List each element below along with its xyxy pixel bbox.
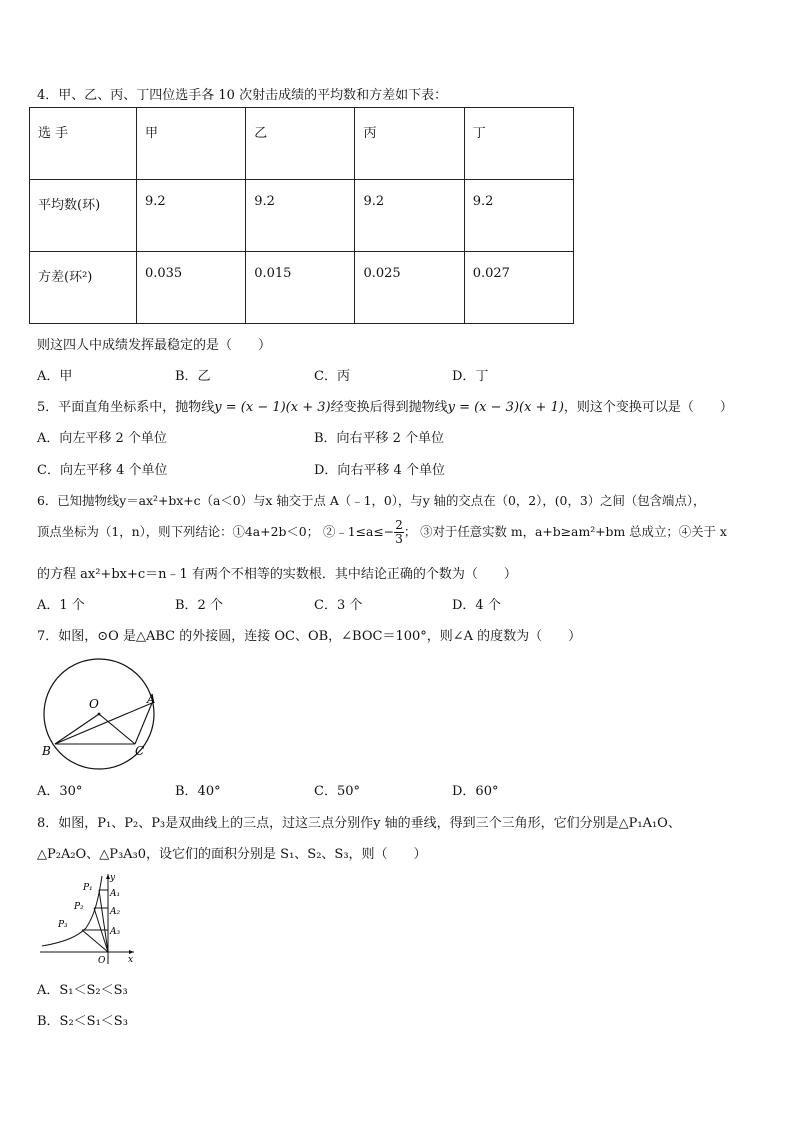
label-p2: P₂ (74, 902, 84, 912)
q5-stem-b: 经变换后得到抛物线 (330, 400, 448, 415)
q6-option-d[interactable]: D．4 个 (452, 598, 501, 613)
q5-option-a[interactable]: A．向左平移 2 个单位 (37, 431, 167, 446)
table-cell: 9.2 (136, 180, 245, 252)
q5-stem-a: 5．平面直角坐标系中，抛物线 (37, 400, 215, 415)
q8-line1: 8．如图，P₁、P₂、P₃是双曲线上的三点，过这三点分别作y 轴的垂线，得到三个三角形，它们分别是△P₁A₁O、 (37, 816, 681, 831)
table-cell: 9.2 (246, 180, 355, 252)
table-cell: 0.025 (355, 252, 464, 324)
q7-option-d[interactable]: D．60° (452, 784, 499, 799)
q7-option-a[interactable]: A．30° (37, 784, 83, 799)
q8-option-b[interactable]: B．S₂＜S₁＜S₃ (37, 1014, 128, 1029)
q7-option-c[interactable]: C．50° (314, 784, 360, 799)
q4-option-d[interactable]: D．丁 (452, 369, 489, 384)
q4-option-b[interactable]: B．乙 (175, 369, 211, 384)
table-cell: 0.015 (246, 252, 355, 324)
q7-circle-figure (36, 658, 166, 770)
table-header-row (30, 108, 574, 180)
q8-line2: △P₂A₂O、△P₃A₃0，设它们的面积分别是 S₁、S₂、S₃，则（ ） (37, 847, 427, 862)
q5-eq1: y = (x − 1)(x + 3) (214, 400, 331, 415)
label-origin: O (98, 956, 106, 966)
q5-option-b[interactable]: B．向右平移 2 个单位 (314, 431, 445, 446)
q6-line3: 的方程 ax²+bx+c＝n﹣1 有两个不相等的实数根．其中结论正确的个数为（ ） (37, 567, 517, 582)
q6-line1: 6．已知抛物线y＝ax²+bx+c（a＜0）与x 轴交于点 A（﹣1，0），与y 轴的交点在（0，2），(0，3）之间（包含端点）， (37, 493, 706, 508)
q6-line2-a: 顶点坐标为（1，n），则下列结论：①4a+2b＜0； ②﹣1≤a≤− (37, 524, 395, 539)
table-header-cell: 丙 (355, 108, 464, 180)
q7-stem: 7．如图，⊙O 是△ABC 的外接圆，连接 OC、OB，∠BOC＝100°，则∠A 的度数为（ ） (37, 629, 582, 644)
q4-question: 则这四人中成绩发挥最稳定的是（ ） (37, 338, 272, 353)
q4-option-a[interactable]: A．甲 (37, 369, 73, 384)
q6-option-a[interactable]: A．1 个 (37, 598, 85, 613)
label-o: O (89, 697, 99, 711)
score-table (29, 107, 574, 324)
x-axis-arrow (129, 950, 134, 954)
table-cell: 0.035 (136, 252, 245, 324)
label-a2: A₂ (110, 907, 121, 917)
q6-line2-b: ； ③对于任意实数 m，a+b≥am²+bm 总成立；④关于 x (403, 524, 727, 539)
q6-fraction-num: 2 (395, 518, 403, 532)
table-cell: 平均数(环) (30, 180, 137, 252)
label-a3: A₃ (110, 927, 121, 937)
segment-ob (55, 714, 99, 744)
table-cell: 9.2 (355, 180, 464, 252)
q8-hyperbola-figure (36, 870, 140, 966)
q5-option-c[interactable]: C．向左平移 4 个单位 (37, 463, 168, 478)
q5-stem (37, 396, 733, 415)
table-header-cell: 选 手 (30, 108, 137, 180)
q4-stem: 4．甲、乙、丙、丁四位选手各 10 次射击成绩的平均数和方差如下表： (37, 88, 448, 103)
table-header-cell: 丁 (464, 108, 573, 180)
table-cell: 方差(环²) (30, 252, 137, 324)
label-y: y (110, 873, 116, 883)
center-point (98, 713, 101, 716)
q6-fraction (394, 519, 404, 546)
label-c: C (135, 744, 145, 758)
q6-option-c[interactable]: C．3 个 (314, 598, 363, 613)
label-a: A (147, 692, 156, 706)
q5-eq2: y = (x − 3)(x + 1) (447, 400, 564, 415)
table-header-cell: 乙 (246, 108, 355, 180)
label-p3: P₃ (58, 920, 68, 930)
table-row (30, 252, 574, 324)
label-a1: A₁ (110, 889, 121, 899)
q6-option-b[interactable]: B．2 个 (175, 598, 223, 613)
q7-option-b[interactable]: B．40° (175, 784, 221, 799)
q5-option-d[interactable]: D．向右平移 4 个单位 (314, 463, 445, 478)
table-row (30, 180, 574, 252)
table-cell: 0.027 (464, 252, 573, 324)
q6-fraction-den: 3 (395, 532, 403, 546)
hyperbola-curve (42, 876, 102, 946)
q6-line2 (37, 517, 727, 547)
table-cell: 9.2 (464, 180, 573, 252)
seg-p1o (99, 890, 108, 952)
label-b: B (42, 744, 51, 758)
label-p1: P₁ (83, 883, 93, 893)
segment-oc (99, 714, 135, 744)
table-header-cell: 甲 (136, 108, 245, 180)
label-x: x (128, 955, 134, 965)
q8-option-a[interactable]: A．S₁＜S₂＜S₃ (37, 983, 128, 998)
q4-option-c[interactable]: C．丙 (314, 369, 350, 384)
q5-stem-c: ，则这个变换可以是（ ） (563, 400, 733, 415)
